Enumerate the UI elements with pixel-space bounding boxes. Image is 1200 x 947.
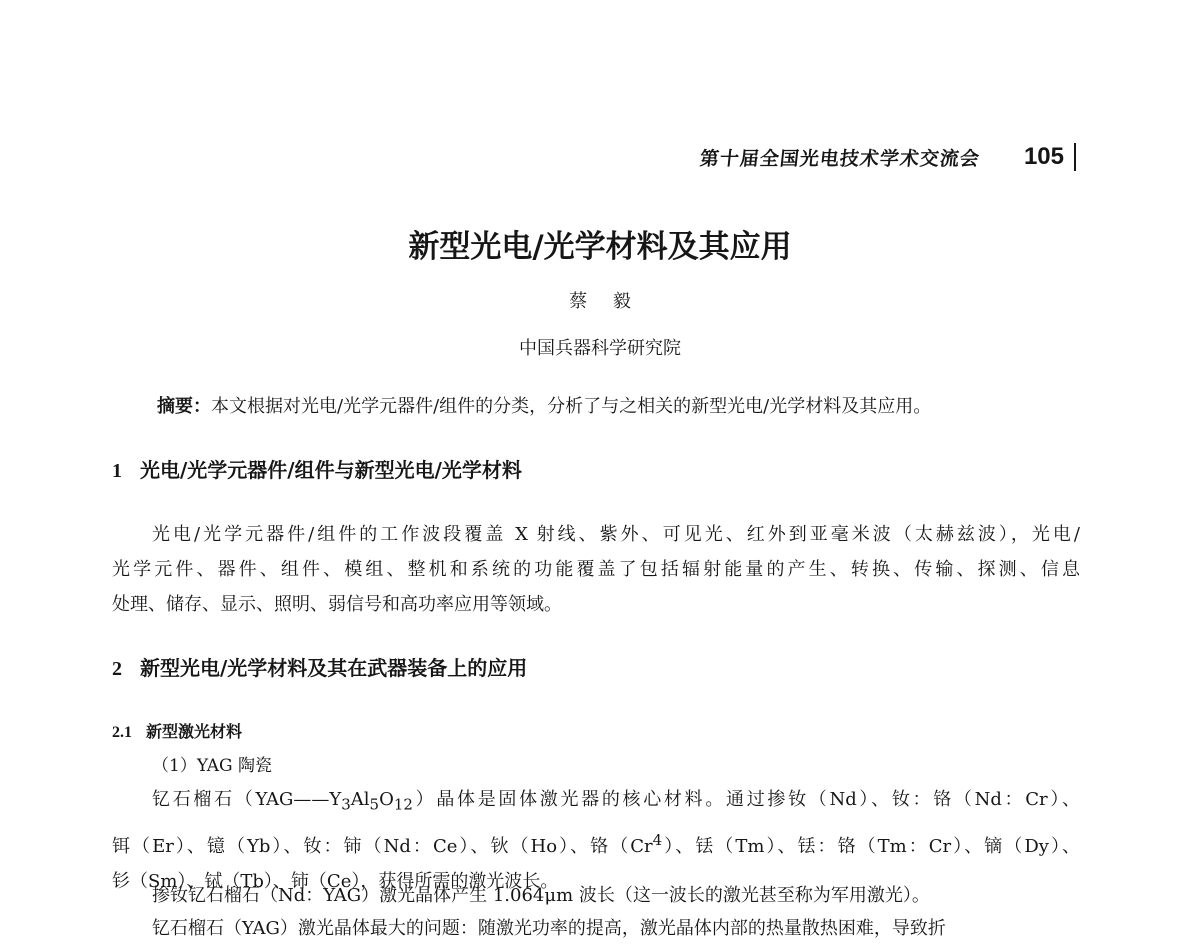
abstract: [157, 392, 931, 418]
section-title: 新型光电/光学材料及其在武器装备上的应用: [140, 656, 528, 680]
paragraph-line: 处理、储存、显示、照明、弱信号和高功率应用等领域。: [112, 594, 562, 615]
abstract-label: 摘要：: [157, 396, 211, 417]
page-number: 105: [1023, 143, 1064, 170]
paragraph-line: 钐（Sm）、铽（Tb）、铈（Ce），获得所需的激光波长。: [112, 870, 559, 892]
conference-name: 第十届全国光电技术学术交流会: [698, 147, 981, 170]
paragraph-line: 铒（Er）、镱（Yb）、钕：铈（Nd：Ce）、钬（Ho）、铬（Cr$^4$）、铥（Tm）、铥：铬（Tm：Cr）、镝（Dy）、: [112, 830, 1080, 857]
running-header: [700, 143, 1076, 171]
formula-tail: ）晶体是固体激光器的核心材料。通过掺钕（Nd）、钕：铬（Nd：Cr）、: [412, 789, 1081, 810]
section-number: 1: [112, 460, 122, 482]
author-affiliation: 中国兵器科学研究院: [519, 338, 681, 359]
header-rule: [1074, 143, 1076, 171]
section-title: 光电/光学元器件/组件与新型光电/光学材料: [140, 458, 522, 482]
formula-prefix: 钇石榴石（YAG——Y: [152, 789, 342, 810]
yag-problem-paragraph: 钇石榴石（YAG）激光晶体最大的问题：随激光功率的提高，激光晶体内部的热量散热困难，导致折: [152, 918, 946, 939]
section1-paragraph: [112, 517, 1080, 622]
abstract-text: 本文根据对光电/光学元器件/组件的分类，分析了与之相关的新型光电/光学材料及其应用。: [211, 396, 932, 417]
paragraph-line: 钇石榴石$(YAG——Y_3Al_5O_{12})$晶体是固体激光器的核心材料。通过掺钕（Nd）、钕：铬（Nd：Cr）、: [152, 789, 1081, 814]
paragraph-line: 光电/光学元器件/组件的工作波段覆盖 X 射线、紫外、可见光、红外到亚毫米波（太赫兹波），光电/: [152, 524, 1080, 545]
paper-title: 新型光电/光学材料及其应用: [408, 229, 792, 265]
section-number: 2: [112, 658, 122, 680]
subsection-heading-2-1: [112, 719, 242, 742]
paragraph-line: 光学元件、器件、组件、模组、整机和系统的功能覆盖了包括辐射能量的产生、转换、传输、探测、信息: [112, 559, 1080, 580]
author-name: 蔡 毅: [569, 291, 641, 312]
subsection-title: 新型激光材料: [146, 722, 243, 741]
subsection-number: 2.1: [112, 724, 132, 741]
dopant-list-part2: ）、铥（Tm）、铥：铬（Tm：Cr）、镝（Dy）、: [662, 835, 1080, 857]
section-heading-2: [112, 652, 527, 681]
ndyag-paragraph: 掺钕钇石榴石（Nd：YAG）激光晶体产生 1.064μm 波长（这一波长的激光甚至称为军用激光）。: [152, 885, 930, 906]
dopant-list-part1: 铒（Er）、镱（Yb）、钕：铈（Nd：Ce）、钬（Ho）、铬（Cr: [112, 835, 653, 857]
section-heading-1: [112, 454, 522, 483]
list-item-label: （1）YAG 陶瓷: [152, 756, 272, 776]
